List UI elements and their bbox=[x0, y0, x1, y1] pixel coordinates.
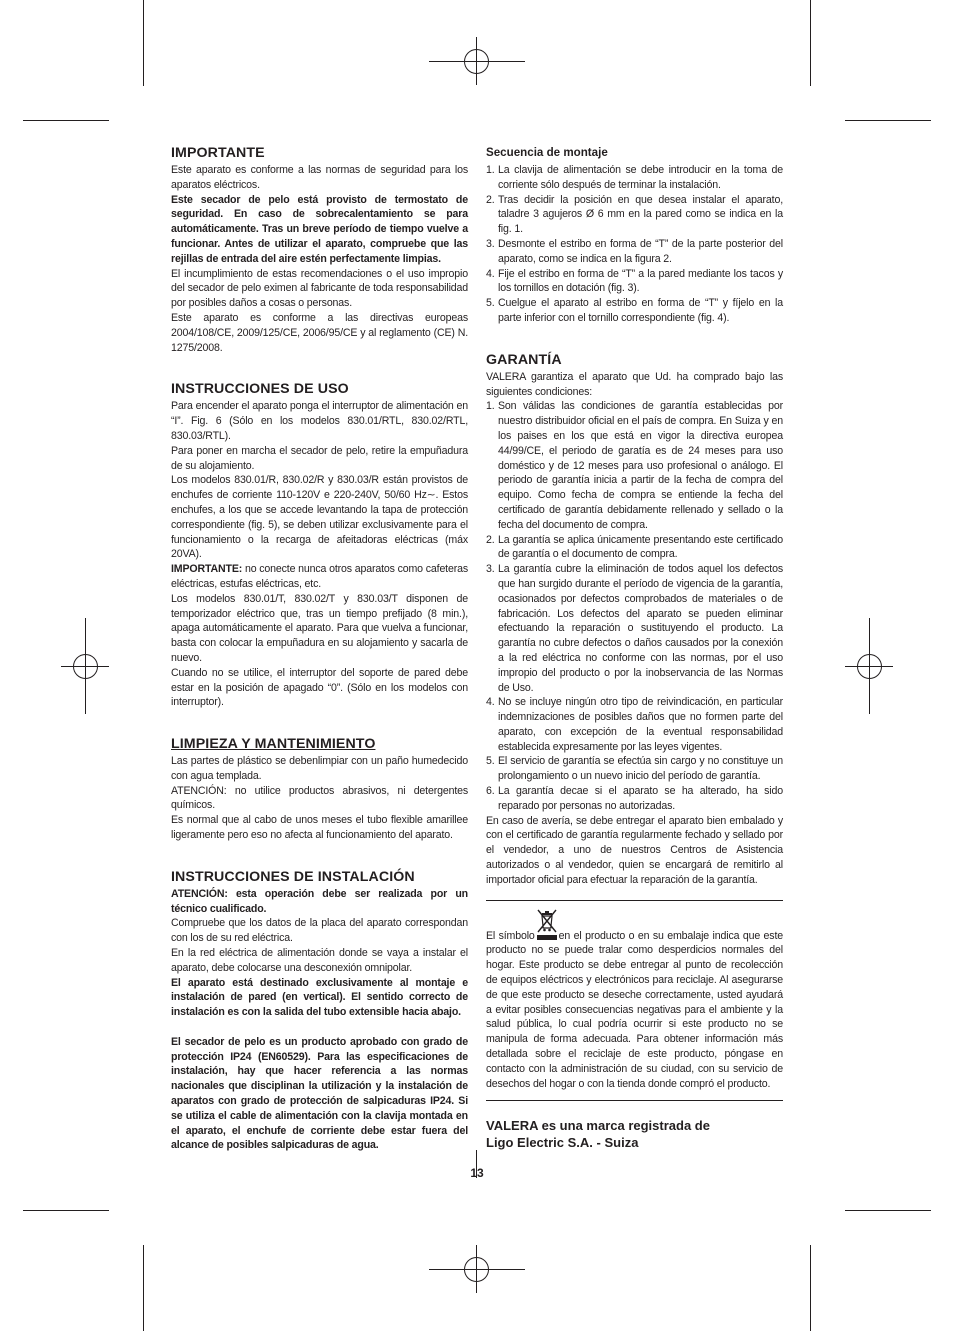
uso-p4 bbox=[171, 562, 468, 592]
list-item: 1. Son válidas las condiciones de garantía establecidas por nuestro distribuidor oficial en el país de compra. En Suiza y en los paises en los que está en vigor la directiva europea 44/99/CE, el periodo de garatía es de 24 meses para uso doméstico y de 12 meses para uso profesional o análogo. El periodo de garantía inicia a partir de la fecha de compra del equipo. Como fecha de compra se entiende la fecha del certificado de garantía debidamente rellenado y sellado o la fecha del documento de compra. bbox=[486, 400, 783, 531]
weee-crossed-bin-icon bbox=[535, 907, 559, 941]
limpieza-p3: Es normal que al cabo de unos meses el tubo flexible amarillee ligeramente pero eso no afecta al funcionamiento del aparato. bbox=[171, 814, 468, 842]
section-importante bbox=[171, 145, 468, 355]
list-item: 2. Tras decidir la posición en que desea instalar el aparato, taladre 3 agujeros Ø 6 mm en la pared como se indica en la fig. 1. bbox=[486, 193, 783, 236]
importante-p3: El incumplimiento de estas recomendaciones o el uso impropio del secador de pelo eximen al fabricante de toda responsabilidad por posibles daños a cosas o personas. bbox=[171, 267, 468, 310]
divider bbox=[486, 900, 783, 901]
instalacion-p2: Compruebe que los datos de la placa del aparato correspondan con los de su red eléctrica. bbox=[171, 917, 468, 945]
instalacion-p4: El aparato está destinado exclusivamente al montaje e instalación de pared (en vertical). El sentido correcto de instalación es con la salida del tubo extensible hacia abajo. bbox=[171, 976, 468, 1019]
heading-limpieza: LIMPIEZA Y MANTENIMIENTO bbox=[171, 736, 376, 753]
instalacion-p1 bbox=[171, 887, 468, 917]
limpieza-p1: Las partes de plástico se debenlimpiar con un paño humedecido con agua templada. bbox=[171, 755, 468, 782]
list-item: 4. Fije el estribo en forma de “T” a la pared mediante los tacos y los tornillos en dotación (fig. 3). bbox=[486, 267, 783, 295]
garantia-intro: VALERA garantiza el aparato que Ud. ha comprado bajo las siguientes condiciones: bbox=[486, 370, 783, 398]
section-marca bbox=[486, 1117, 783, 1151]
heading-instalacion: INSTRUCCIONES DE INSTALACIÓN bbox=[171, 868, 415, 885]
instalacion-p1-label: ATENCIÓN: bbox=[171, 887, 228, 900]
importante-p4: Este aparato es conforme a las directivas europeas 2004/108/CE, 2009/125/CE, 2006/95/CE y al reglamento (CE) N. 1275/2008. bbox=[171, 311, 468, 354]
section-reciclaje bbox=[486, 907, 783, 1092]
section-garantia bbox=[486, 352, 783, 888]
heading-instrucciones-uso: INSTRUCCIONES DE USO bbox=[171, 381, 349, 398]
instalacion-p3: En la red eléctrica de alimentación donde se vaya a instalar el aparato, debe colocarse una desconexión omnipolar. bbox=[171, 947, 468, 974]
list-item: 3. Desmonte el estribo en forma de “T” de la parte posterior del aparato, como se indica en la figura 2. bbox=[486, 237, 783, 265]
section-instrucciones-uso bbox=[171, 381, 468, 710]
brand-line-2: Ligo Electric S.A. - Suiza bbox=[486, 1135, 639, 1151]
instalacion-p5: El secador de pelo es un producto aprobado con grado de protección IP24 (EN60529). Para las especificaciones de instalación, hay que hacer referencia a las normas nacionales que disciplinan la utilización y la instalación de aparatos con grado de protección de salpicaduras IP24. Si se utiliza el cable de alimentación con la clavija montada en el aparato, el enchufe de corriente debe estar fuera del alcance de posibles salpicaduras de agua. bbox=[171, 1035, 468, 1152]
uso-p2: Para poner en marcha el secador de pelo, retire la empuñadura de su alojamiento. bbox=[171, 444, 468, 472]
page-number: 13 bbox=[470, 1166, 484, 1180]
garantia-items bbox=[486, 399, 783, 813]
list-item: 3. La garantía cubre la eliminación de todos aquel los defectos que han surgido durante el período de vigencia de la garantía, ocasionados por defectos comprobados de materiales o de fabricación. Los defectos del aparato se pueden eliminar efectuando la reparación o sustituyendo el producto. La garantía no cubre defectos o daños causados por la conexión a la red eléctrica no conforme con las normas, por el uso impropio del producto o por la inobservancia de las Normas de Uso. bbox=[486, 563, 783, 694]
list-item: 6. La garantía decae si el aparato se ha alterado, ha sido reparado por personas no autorizadas. bbox=[486, 785, 783, 812]
importante-p2: Este secador de pelo está provisto de termostato de seguridad. En caso de sobrecalentamiento se para automáticamente. Tras un breve período de tiempo vuelve a funcionar. Antes de utilizar el aparato, compruebe que las rejillas de entrada del aire estén perfectamente limpias. bbox=[171, 193, 468, 265]
brand-line-1: VALERA es una marca registrada de bbox=[486, 1118, 710, 1134]
heading-garantia: GARANTÍA bbox=[486, 351, 562, 368]
list-item: 1. La clavija de alimentación se debe introducir en la toma de corriente sólo después de terminar la instalación. bbox=[486, 164, 783, 191]
section-limpieza bbox=[171, 736, 468, 843]
heading-importante: IMPORTANTE bbox=[171, 145, 265, 161]
heading-montaje: Secuencia de montaje bbox=[486, 146, 608, 159]
list-item: 5. El servicio de garantía se efectúa sin cargo y no constituye un prolongamiento o un nuevo inicio del período de garantía. bbox=[486, 755, 783, 783]
section-montaje bbox=[486, 145, 783, 326]
list-item: 2. La garantía se aplica únicamente presentando este certificado de garantía o el documento de compra. bbox=[486, 533, 783, 561]
uso-p1: Para encender el aparato ponga el interruptor de alimentación en “I”. Fig. 6 (Sólo en los modelos 830.01/RTL, 830.02/RTL, 830.03/RTL). bbox=[171, 400, 468, 442]
montaje-steps bbox=[486, 163, 783, 326]
uso-p4-text: no conecte nunca otros aparatos como cafeteras eléctricas, estufas eléctricas, etc. bbox=[171, 563, 468, 590]
uso-p4-label: IMPORTANTE: bbox=[171, 563, 243, 576]
section-instalacion bbox=[171, 869, 468, 1153]
right-column bbox=[486, 145, 783, 1151]
uso-p3: Los modelos 830.01/R, 830.02/R y 830.03/R están provistos de enchufes de corriente 110-120V e 220-240V, 50/60 Hz∼. Estos enchufes, a los que se accede levantando la tapa de protección correspondiente (fig. 5), se deben utilizar exclusivamente para el funcionamiento o la recarga de afeitadoras eléctricas (máx 20VA). bbox=[171, 474, 468, 561]
uso-p5: Los modelos 830.01/T, 830.02/T y 830.03/T disponen de temporizador eléctrico que, tras un tiempo prefijado (8 min.), apaga automáticamente el aparato. Para que vuelva a funcionar, basta con colocar la empuñadura en su alojamiento y sacarla de nuevo. bbox=[171, 592, 468, 664]
garantia-closing: En caso de avería, se debe entregar el aparato bien embalado y con el certificado de garantía regularmente fechado y sellado por el vendedor, a uno de nuestros Centros de Asistencia autorizados o al vendedor, quien se encargará de remitirlo al importador oficial para efectuar la reparación de la garantía. bbox=[486, 814, 783, 886]
list-item: 5. Cuelgue el aparato al estribo en forma de “T” y fíjelo en la parte inferior con el tornillo correspondiente (fig. 4). bbox=[486, 297, 783, 324]
reciclaje-lead: El símbolo bbox=[486, 929, 535, 942]
limpieza-p2: ATENCIÓN: no utilice productos abrasivos, ni detergentes químicos. bbox=[171, 784, 468, 812]
list-item: 4. No se incluye ningún otro tipo de reivindicación, en particular indemnizaciones de posibles daños que no formen parte del aparato, con excepción de la eventual responsabilidad establecida expresamente por las leyes vigentes. bbox=[486, 696, 783, 753]
left-column bbox=[171, 145, 468, 1153]
importante-p1: Este aparato es conforme a las normas de seguridad para los aparatos eléctricos. bbox=[171, 164, 468, 191]
reciclaje-body: en el producto o en su embalaje indica que este producto no se puede tralar como desperdicios normales del hogar. Este producto se debe entregar al punto de recolección de equipos eléctricos y electrónicos para reciclaje. Al asegurarse de que este producto se deseche correctamente, usted ayudará a evitar posibles consecuencias negativas para el ambiente y la salud pública, lo cual podría ocurrir si este producto no se manipula de forma adecuada. Para obtener información más detallada sobre el reciclaje de este producto, póngase en contacto con la administración de su ciudad, con su servicio de desechos del hogar o con la tienda donde compró el producto. bbox=[486, 929, 783, 1090]
uso-p6: Cuando no se utilice, el interruptor del soporte de pared debe estar en la posición de apagado “0”. (Sólo en los modelos con interruptor). bbox=[171, 666, 468, 709]
instalacion-p1-text: esta operación debe ser realizada por un técnico cualificado. bbox=[171, 887, 468, 915]
reciclaje-text bbox=[486, 929, 783, 1092]
